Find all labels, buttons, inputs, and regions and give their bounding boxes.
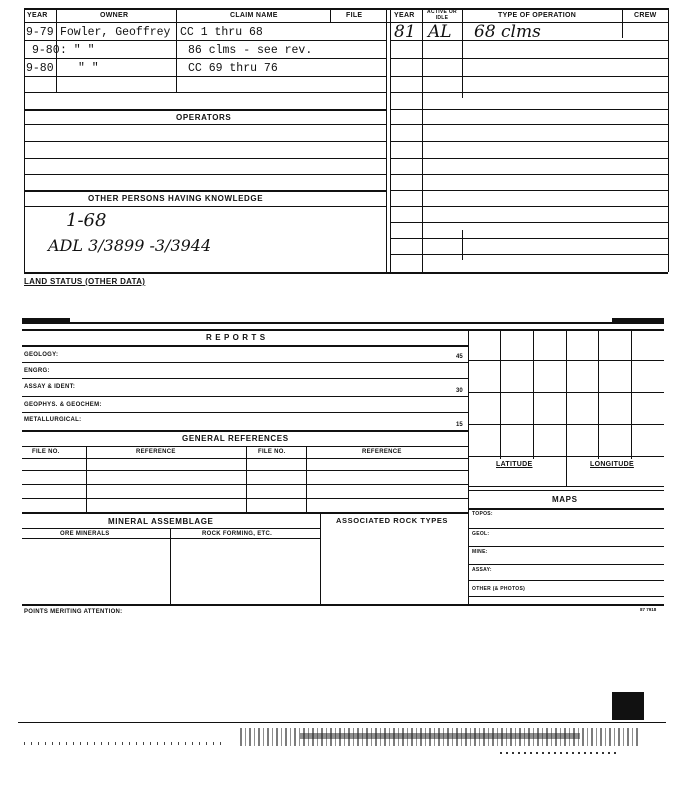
maps-mine: MINE: <box>472 549 488 555</box>
latitude-label: LATITUDE <box>496 461 533 468</box>
maps-topos: TOPOS: <box>472 511 493 517</box>
maps-other: OTHER (& PHOTOS) <box>472 586 526 592</box>
activity-status: AL <box>428 22 452 42</box>
header-active-or-idle: ACTIVE OR IDLE <box>427 9 457 21</box>
report-num-30: 30 <box>456 388 463 394</box>
report-assay: ASSAY & IDENT: <box>24 384 76 390</box>
activity-type: 68 clms <box>474 22 541 42</box>
activity-year: 81 <box>394 22 416 42</box>
rock-forming-label: ROCK FORMING, ETC. <box>202 531 273 537</box>
maps-assay: ASSAY: <box>472 567 492 573</box>
other-persons-title: OTHER PERSONS HAVING KNOWLEDGE <box>88 194 264 203</box>
ref-reference: REFERENCE <box>136 449 176 455</box>
header-owner: OWNER <box>100 12 129 19</box>
other-persons-note-1: 1-68 <box>66 210 107 231</box>
ore-minerals-label: ORE MINERALS <box>60 531 110 537</box>
ref-file-no: FILE NO. <box>32 449 60 455</box>
owner-row-3-owner: " " <box>78 62 99 75</box>
report-num-45: 45 <box>456 354 463 360</box>
owner-row-2-owner: : " " <box>60 44 95 57</box>
header-file: FILE <box>346 12 363 19</box>
report-num-15: 15 <box>456 422 463 428</box>
associated-rock-types: ASSOCIATED ROCK TYPES <box>335 516 449 525</box>
report-geophys: GEOPHYS. & GEOCHEM: <box>24 402 102 408</box>
report-metallurgical: METALLURGICAL: <box>24 417 82 423</box>
points-meriting-attention: POINTS MERITING ATTENTION: <box>24 609 123 615</box>
general-references-title: GENERAL REFERENCES <box>182 434 289 443</box>
owner-row-2-claim: 86 clms - see rev. <box>188 44 313 57</box>
other-persons-note-2: ADL 3/3899 -3/3944 <box>48 236 212 255</box>
longitude-label: LONGITUDE <box>590 461 634 468</box>
ref-reference-2: REFERENCE <box>362 449 402 455</box>
form-number: 87 7918 <box>640 607 657 612</box>
header-claim-name: CLAIM NAME <box>230 12 278 19</box>
owner-row-1-year: 9-79 <box>26 26 54 39</box>
operators-title: OPERATORS <box>176 113 232 122</box>
maps-title: MAPS <box>552 495 578 504</box>
owner-row-3-claim: CC 69 thru 76 <box>188 62 278 75</box>
land-status-label: LAND STATUS (OTHER DATA) <box>24 277 146 286</box>
maps-geol: GEOL: <box>472 531 490 537</box>
reports-title: R E P O R T S <box>206 333 266 342</box>
report-engrg: ENGRG: <box>24 368 50 374</box>
header-type-of-operation: TYPE OF OPERATION <box>498 12 577 19</box>
ref-file-no-2: FILE NO. <box>258 449 286 455</box>
owner-row-1-owner: Fowler, Geoffrey <box>60 26 171 39</box>
owner-row-2-year: 9-80 <box>32 44 60 57</box>
owner-row-1-claim: CC 1 thru 68 <box>180 26 263 39</box>
owner-row-3-year: 9-80 <box>26 62 54 75</box>
report-geology: GEOLOGY: <box>24 352 59 358</box>
header-year: YEAR <box>27 12 48 19</box>
header-crew: CREW <box>634 12 657 19</box>
header-year-2: YEAR <box>394 12 415 19</box>
mineral-assemblage-title: MINERAL ASSEMBLAGE <box>108 517 214 526</box>
